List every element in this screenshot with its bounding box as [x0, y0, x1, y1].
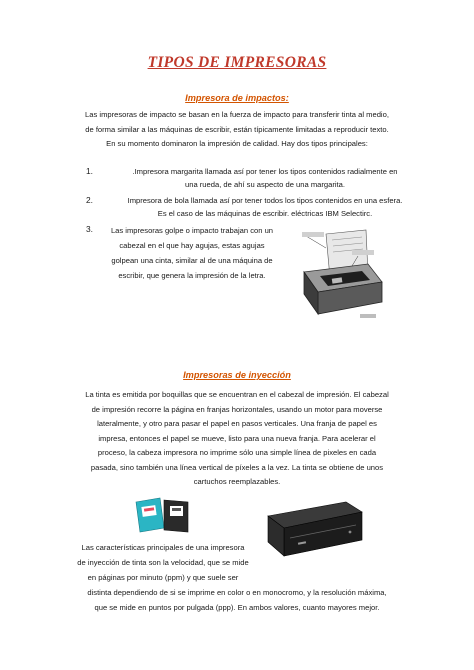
- text-line: de inyección de tinta son la velocidad, que se mide: [77, 558, 249, 567]
- inkjet-heading: Impresoras de inyección: [183, 370, 291, 380]
- text-line: una rueda, de ahí su aspecto de una margarita.: [185, 180, 345, 189]
- text-line: Impresora de bola llamada así por tener todos los tipos contenidos en una esfera.: [127, 196, 403, 205]
- text-line: Las impresoras golpe o impacto trabajan con un: [110, 226, 274, 235]
- text-line: En su momento dominaron la impresión de calidad. Hay dos tipos principales:: [106, 139, 368, 148]
- list-item: [100, 165, 430, 191]
- list-item: [84, 223, 300, 283]
- features-lead: [56, 540, 270, 585]
- text-line: lateralmente, y otro para pasar el papel en pasos verticales. Una franja de papel es: [97, 419, 377, 428]
- text-line: .Impresora margarita llamada así por tener los tipos contenidos radialmente en: [132, 167, 398, 176]
- list-number: 2.: [86, 195, 93, 205]
- text-line: proceso, la cabeza impresora no imprime sólo una simple línea de pixeles en cada: [97, 448, 377, 457]
- text-line: Es el caso de las máquinas de escribir. eléctricas IBM Selectirc.: [157, 209, 373, 218]
- text-line: escribir, que genera la impresión de la letra.: [118, 271, 266, 280]
- text-line: impresa, entonces el papel se mueve, listo para una nueva franja. Para acelerar el: [98, 433, 376, 443]
- text-line: distinta dependiendo de si se imprime en color o en monocromo, y la resolución máxima,: [87, 588, 387, 597]
- text-line: cartuchos reemplazables.: [193, 477, 281, 486]
- impact-heading: Impresora de impactos:: [185, 93, 289, 103]
- text-line: La tinta es emitida por boquillas que se encuentran en el cabezal de impresión. El cabezal: [85, 390, 389, 399]
- inkjet-printer-image: [262, 496, 368, 560]
- list-number: 1.: [86, 166, 93, 176]
- text-line: cabezal en el que hay agujas, estas agujas: [119, 241, 265, 250]
- inkjet-body: [30, 388, 444, 490]
- text-line: Las impresoras de impacto se basan en la fuerza de impacto para transferir tinta al medio,: [85, 110, 389, 119]
- list-number: 3.: [86, 224, 93, 234]
- list-item: [100, 194, 430, 220]
- dot-matrix-printer-image: [296, 226, 386, 326]
- page-title: TIPOS DE IMPRESORAS: [147, 54, 327, 71]
- text-line: que se mide en puntos por pulgada (ppp). En ambos valores, cuanto mayores mejor.: [94, 603, 380, 612]
- text-line: golpean una cinta, similar al de una máquina de: [111, 256, 273, 265]
- features-rest: [30, 585, 444, 615]
- text-line: en páginas por minuto (ppm) y que suele ser: [87, 573, 239, 582]
- text-line: pasada, sino también una línea vertical de píxeles a la vez. La tinta se obtiene de unos: [90, 462, 384, 472]
- text-line: de forma similar a las máquinas de escribir, están típicamente limitadas a reproducir texto.: [85, 124, 389, 134]
- text-line: Las características principales de una impresora: [81, 543, 245, 552]
- ink-cartridges-image: [130, 494, 198, 536]
- impact-intro: [20, 108, 454, 152]
- text-line: de impresión recorre la página en franjas horizontales, usando un motor para moverse: [91, 404, 383, 414]
